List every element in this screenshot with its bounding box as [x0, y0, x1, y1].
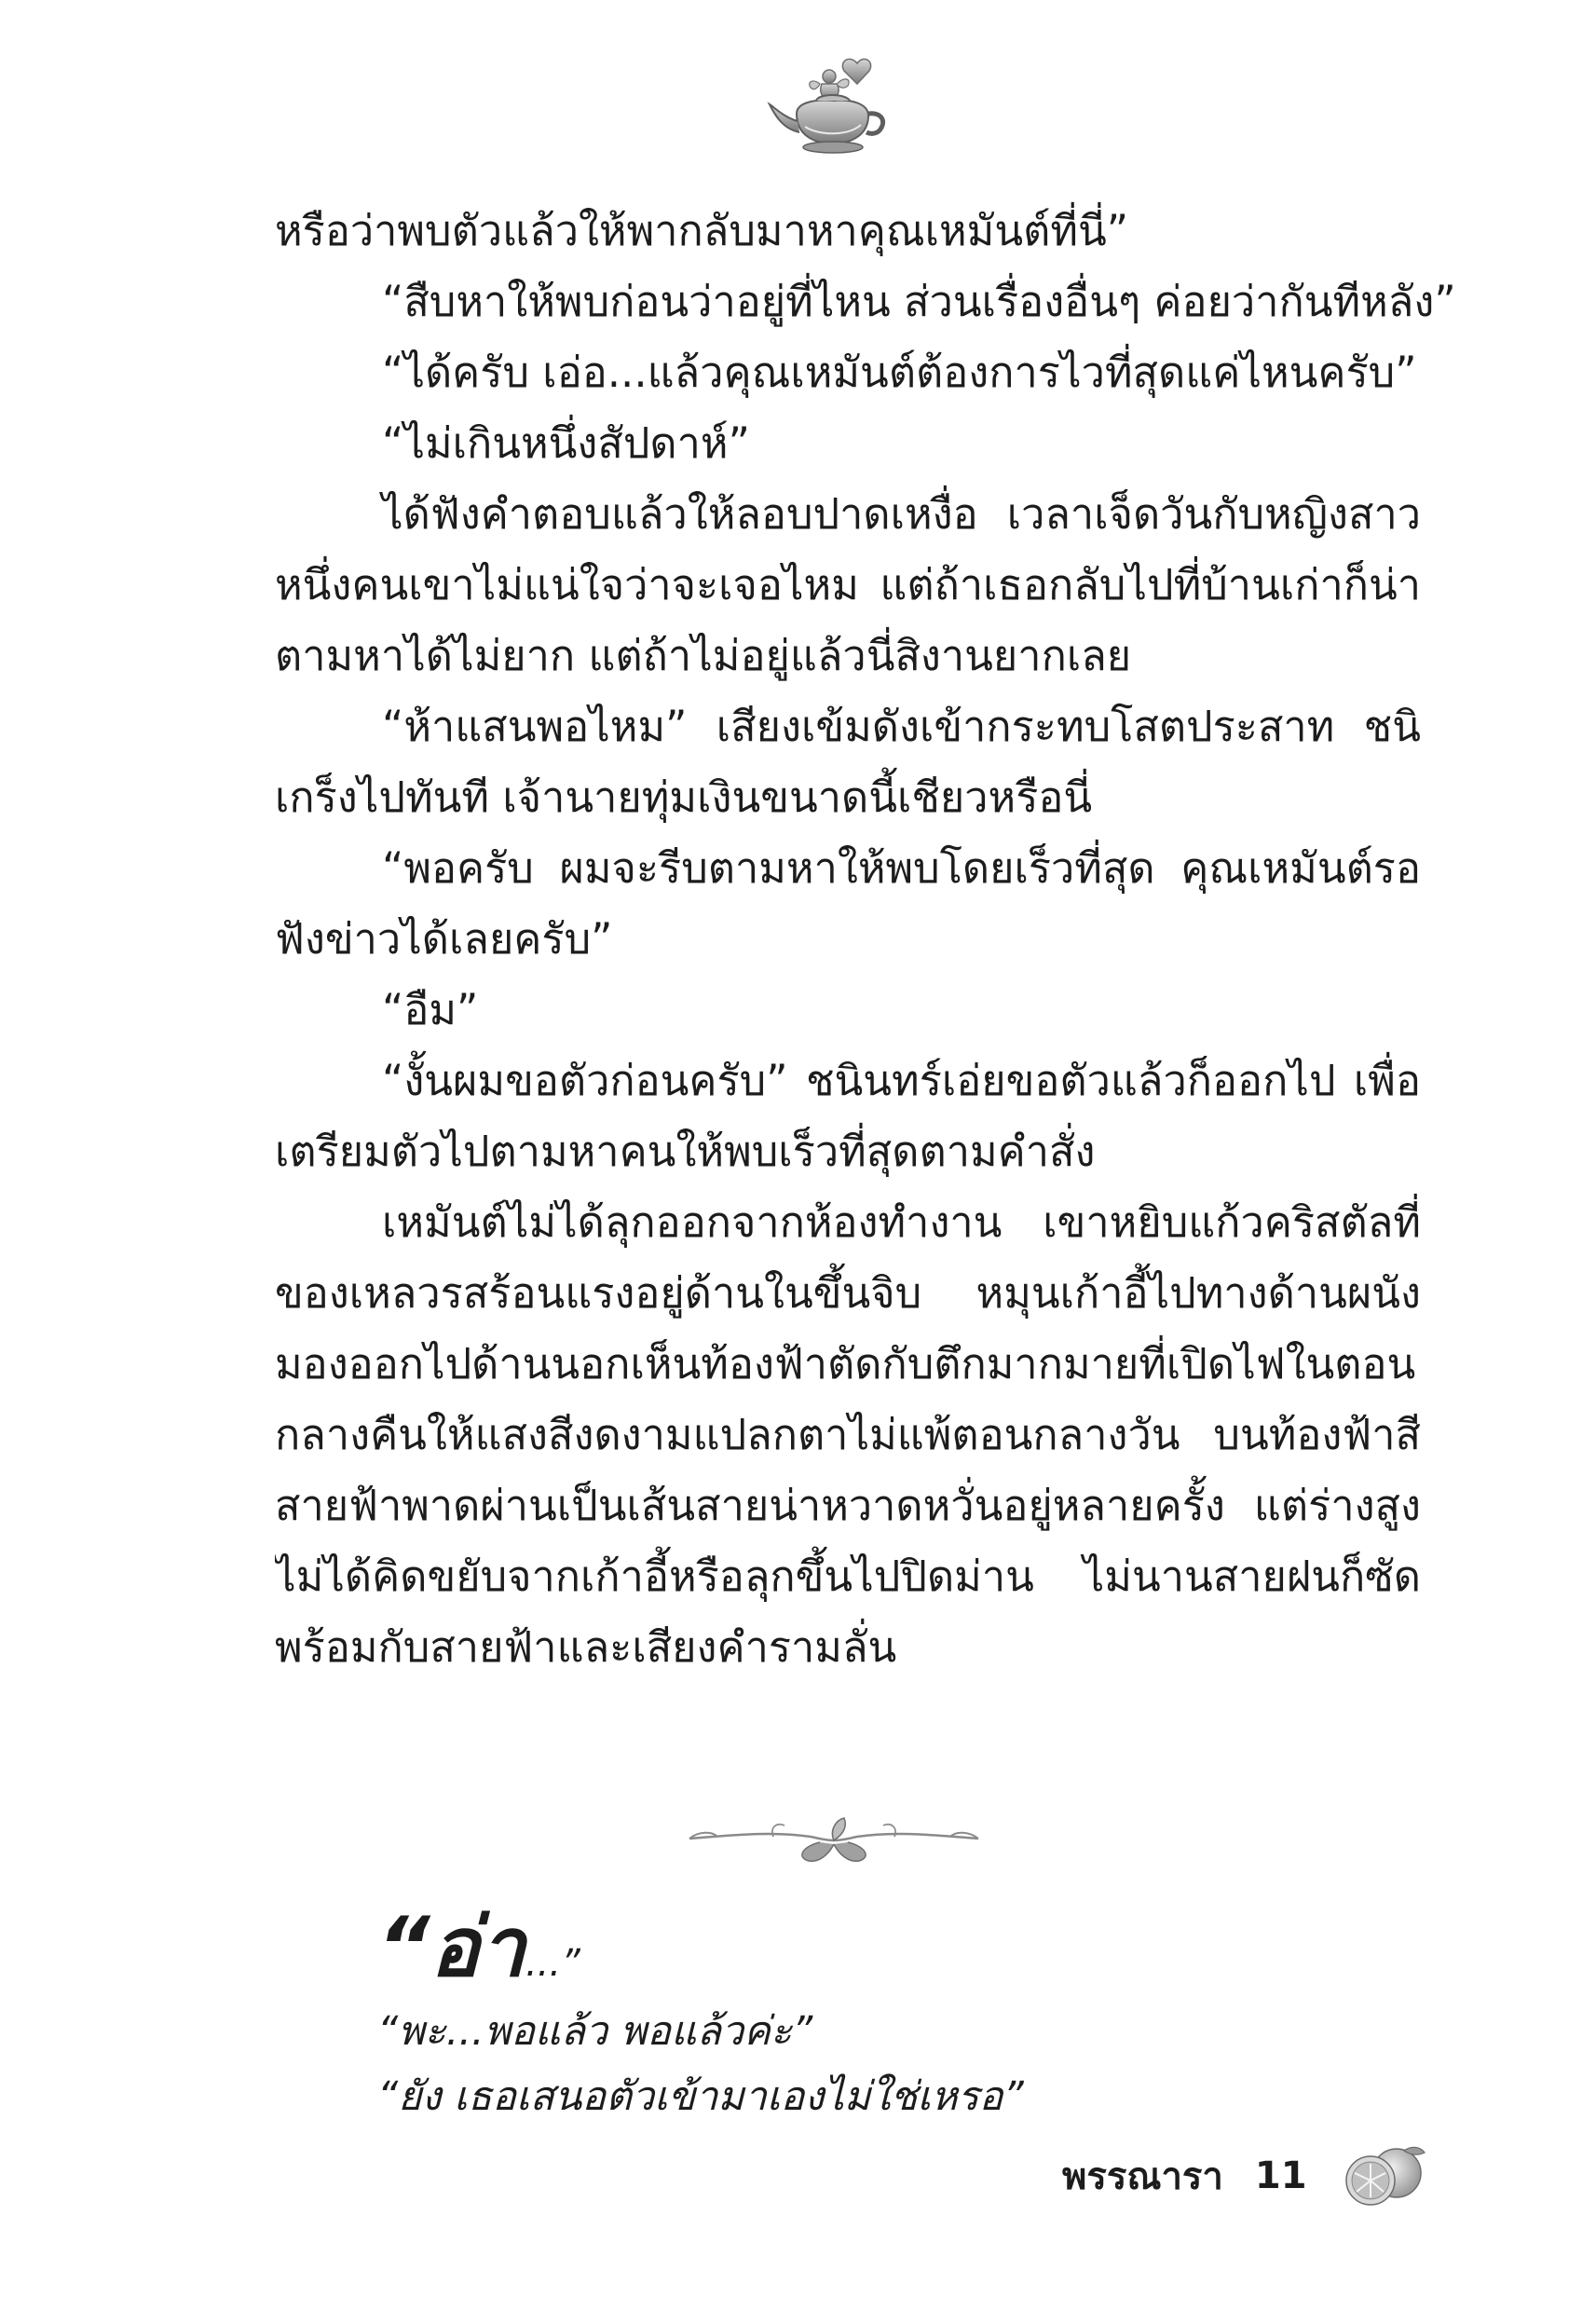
opening-exclamation: [377, 1896, 1216, 1999]
book-title: พรรณารา: [1062, 2155, 1223, 2198]
scene-section: [377, 1896, 1216, 2129]
teapot-cupid-ornament-icon: [764, 56, 904, 168]
text-line: พร้อมกับสายฟ้าและเสียงคำรามลั่น: [275, 1622, 897, 1672]
dialogue-line: “ยัง เธอเสนอตัวเข้ามาเองไม่ใช่เหรอ”: [377, 2073, 1024, 2120]
text-line: ตามหาได้ไม่ยาก แต่ถ้าไม่อยู่แล้วนี่สิงานยากเลย: [275, 631, 1132, 680]
text-line: “ไม่เกินหนึ่งสัปดาห์”: [382, 418, 750, 468]
text-line: กลางคืนให้แสงสีงดงามแปลกตาไม่แพ้ตอนกลางวัน บนท้องฟ้าสี: [275, 1410, 1421, 1459]
exclamation-text: “อ่า: [377, 1899, 525, 1995]
text-line: “สืบหาให้พบก่อนว่าอยู่ที่ไหน ส่วนเรื่องอื่นๆ ค่อยว่ากันทีหลัง”: [382, 277, 1456, 326]
text-line: สายฟ้าพาดผ่านเป็นเส้นสายน่าหวาดหวั่นอยู่หลายครั้ง แต่ร่างสูง: [275, 1481, 1421, 1530]
text-line: “ได้ครับ เอ่อ...แล้วคุณเหมันต์ต้องการไวที่สุดแค่ไหนครับ”: [382, 348, 1417, 397]
text-line: ของเหลวรสร้อนแรงอยู่ด้านในขึ้นจิบ หมุนเก้าอี้ไปทางด้านผนัง: [275, 1268, 1421, 1318]
text-line: “พอครับ ผมจะรีบตามหาให้พบโดยเร็วที่สุด คุณเหมันต์รอ: [382, 843, 1421, 893]
text-line: มองออกไปด้านนอกเห็นท้องฟ้าตัดกับตึกมากมายที่เปิดไฟในตอน: [275, 1339, 1416, 1388]
page-number: 11: [1254, 2154, 1307, 2197]
text-line: ไม่ได้คิดขยับจากเก้าอี้หรือลุกขึ้นไปปิดม่าน ไม่นานสายฝนก็ซัด: [275, 1552, 1421, 1601]
text-line: “งั้นผมขอตัวก่อนครับ” ชนินทร์เอ่ยขอตัวแล้วก็ออกไป เพื่อ: [382, 1056, 1421, 1105]
dialogue-line: “พะ...พอแล้ว พอแล้วค่ะ”: [377, 2008, 813, 2055]
orange-fruit-icon: [1339, 2143, 1432, 2208]
text-line: เตรียมตัวไปตามหาคนให้พบเร็วที่สุดตามคำสั่ง: [275, 1127, 1096, 1176]
text-line: ฟังข่าวได้เลยครับ”: [275, 914, 613, 964]
exclamation-tail: ...”: [525, 1942, 580, 1985]
text-line: “อืม”: [382, 985, 479, 1034]
text-line: เกร็งไปทันที เจ้านายทุ่มเงินขนาดนี้เชียวหรือนี่: [275, 773, 1093, 822]
page-footer: [1062, 2143, 1432, 2208]
text-line: หรือว่าพบตัวแล้วให้พากลับมาหาคุณเหมันต์ที่นี่”: [275, 206, 1129, 255]
text-line: “ห้าแสนพอไหม” เสียงเข้มดังเข้ากระทบโสตประสาท ชนิ: [382, 702, 1421, 751]
text-line: หนึ่งคนเขาไม่แน่ใจว่าจะเจอไหม แต่ถ้าเธอกลับไปที่บ้านเก่าก็น่า: [275, 560, 1421, 609]
flourish-divider-icon: [680, 1803, 988, 1868]
text-line: ได้ฟังคำตอบแล้วให้ลอบปาดเหงื่อ เวลาเจ็ดวันกับหญิงสาว: [382, 489, 1421, 539]
text-line: เหมันต์ไม่ได้ลุกออกจากห้องทำงาน เขาหยิบแก้วคริสตัลที่: [382, 1197, 1421, 1247]
body-text: [275, 196, 1456, 1683]
